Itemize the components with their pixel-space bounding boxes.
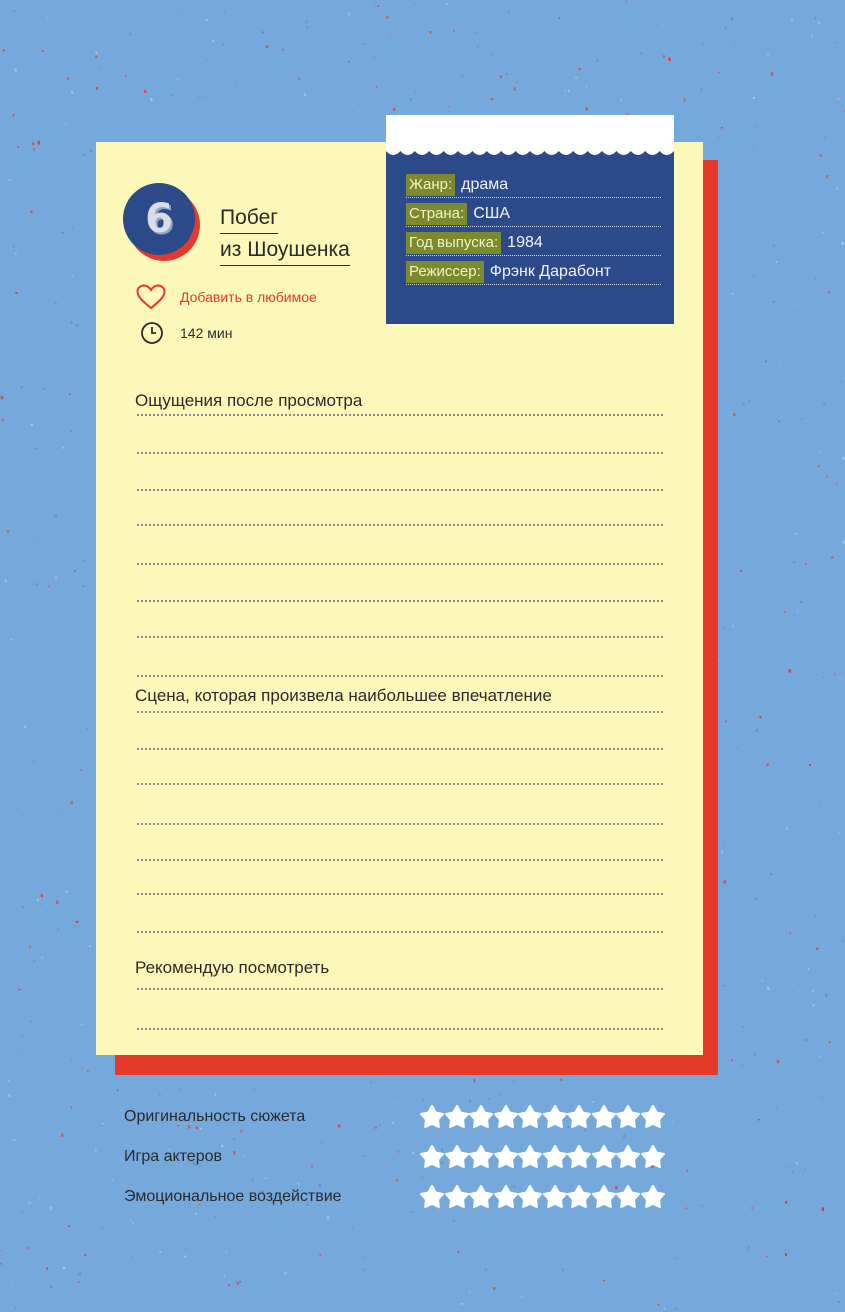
star-icon[interactable] <box>616 1185 640 1209</box>
star-icon[interactable] <box>543 1185 567 1209</box>
info-row <box>406 260 661 285</box>
movie-number: 6 <box>145 196 173 242</box>
info-row <box>406 202 661 227</box>
info-key: Страна: <box>406 203 467 225</box>
movie-title <box>220 202 370 266</box>
star-icon[interactable] <box>494 1185 518 1209</box>
info-row <box>406 231 661 256</box>
star-icon[interactable] <box>616 1145 640 1169</box>
info-value: драма <box>461 176 509 193</box>
clock-icon <box>140 321 164 345</box>
info-row <box>406 173 661 198</box>
ratings <box>124 1103 724 1223</box>
star-icon[interactable] <box>592 1145 616 1169</box>
star-icon[interactable] <box>445 1145 469 1169</box>
info-key: Жанр: <box>406 174 455 196</box>
star-icon[interactable] <box>518 1105 542 1129</box>
writing-line[interactable] <box>137 781 663 785</box>
star-icon[interactable] <box>567 1145 591 1169</box>
info-value: 1984 <box>507 234 543 251</box>
add-to-favorites-label: Добавить в любимое <box>180 289 317 305</box>
star-icon[interactable] <box>420 1145 444 1169</box>
info-key: Год выпуска: <box>406 232 501 254</box>
star-icon[interactable] <box>518 1185 542 1209</box>
writing-line[interactable] <box>137 709 663 713</box>
star-icon[interactable] <box>616 1105 640 1129</box>
star-icon[interactable] <box>641 1145 665 1169</box>
rating-row <box>124 1143 724 1183</box>
star-icon[interactable] <box>469 1185 493 1209</box>
writing-line[interactable] <box>137 929 663 933</box>
info-key: Режиссер: <box>406 261 484 283</box>
writing-line[interactable] <box>137 487 663 491</box>
star-icon[interactable] <box>420 1105 444 1129</box>
movie-title-line2: из Шоушенка <box>220 234 350 266</box>
star-rating <box>420 1105 665 1129</box>
writing-line[interactable] <box>137 746 663 750</box>
movie-info-panel <box>386 115 674 324</box>
star-icon[interactable] <box>494 1105 518 1129</box>
info-value: США <box>473 205 511 222</box>
star-icon[interactable] <box>445 1105 469 1129</box>
writing-line[interactable] <box>137 857 663 861</box>
star-icon[interactable] <box>494 1145 518 1169</box>
writing-line[interactable] <box>137 673 663 677</box>
rating-row <box>124 1103 724 1143</box>
section-title: Рекомендую посмотреть <box>135 958 330 977</box>
star-icon[interactable] <box>592 1105 616 1129</box>
heart-outline-icon <box>136 284 166 310</box>
star-icon[interactable] <box>518 1145 542 1169</box>
star-icon[interactable] <box>445 1185 469 1209</box>
star-icon[interactable] <box>641 1185 665 1209</box>
duration <box>140 321 232 345</box>
movie-number-badge <box>123 183 195 255</box>
star-icon[interactable] <box>469 1145 493 1169</box>
rating-row <box>124 1183 724 1223</box>
writing-line[interactable] <box>137 1026 663 1030</box>
star-icon[interactable] <box>567 1185 591 1209</box>
writing-line[interactable] <box>137 412 663 416</box>
writing-line[interactable] <box>137 891 663 895</box>
star-icon[interactable] <box>592 1185 616 1209</box>
star-icon[interactable] <box>543 1105 567 1129</box>
star-rating <box>420 1185 665 1209</box>
star-icon[interactable] <box>543 1145 567 1169</box>
star-icon[interactable] <box>420 1185 444 1209</box>
star-rating <box>420 1145 665 1169</box>
writing-line[interactable] <box>137 450 663 454</box>
movie-title-line1: Побег <box>220 202 278 234</box>
writing-line[interactable] <box>137 561 663 565</box>
movie-info-list <box>406 173 661 289</box>
writing-line[interactable] <box>137 598 663 602</box>
rating-label: Оригинальность сюжета <box>124 1108 306 1125</box>
info-value: Фрэнк Дарабонт <box>489 263 612 280</box>
duration-label: 142 мин <box>180 325 233 341</box>
section-title: Ощущения после просмотра <box>135 391 363 410</box>
writing-line[interactable] <box>137 522 663 526</box>
add-to-favorites-button[interactable] <box>136 284 317 310</box>
star-icon[interactable] <box>641 1105 665 1129</box>
star-icon[interactable] <box>469 1105 493 1129</box>
rating-label: Эмоциональное воздействие <box>124 1188 342 1205</box>
rating-label: Игра актеров <box>124 1148 222 1165</box>
writing-line[interactable] <box>137 634 663 638</box>
writing-line[interactable] <box>137 821 663 825</box>
star-icon[interactable] <box>567 1105 591 1129</box>
writing-line[interactable] <box>137 986 663 990</box>
torn-paper-strip <box>386 115 674 159</box>
section-title: Сцена, которая произвела наибольшее впечатление <box>135 686 552 705</box>
